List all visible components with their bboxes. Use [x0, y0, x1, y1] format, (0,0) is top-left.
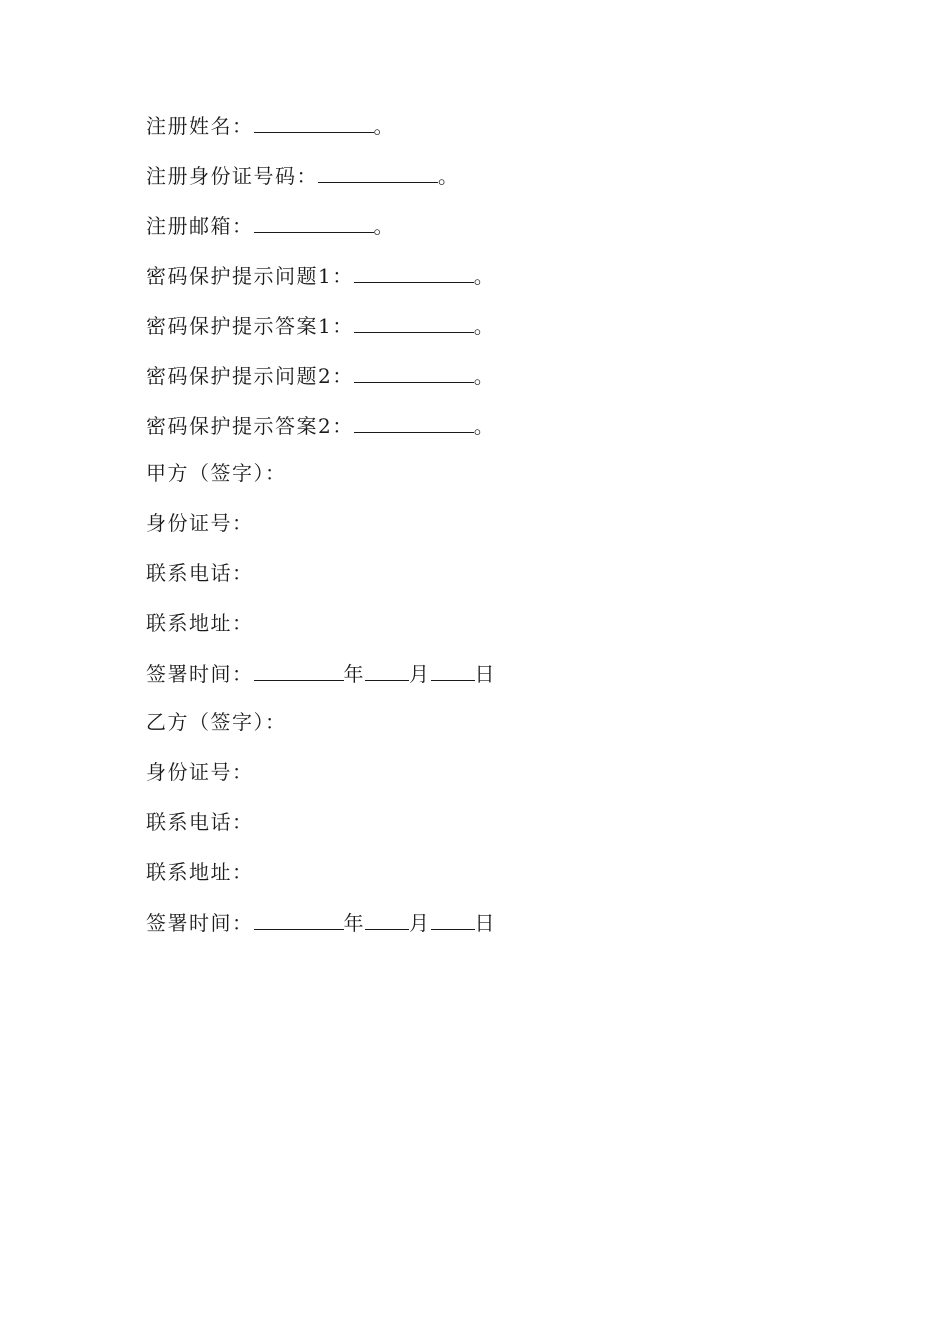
month-unit: 月: [409, 911, 431, 935]
party-a-id-line: [146, 508, 254, 538]
registered-name-blank[interactable]: [254, 110, 374, 133]
party-b-year-blank[interactable]: [254, 907, 344, 930]
party-b-address-label: 联系地址：: [146, 860, 254, 884]
registered-id-label: 注册身份证号码：: [146, 164, 318, 188]
party-b-phone-label: 联系电话：: [146, 810, 254, 834]
registered-email-line: [146, 210, 395, 240]
security-answer-2-line: [146, 410, 495, 440]
party-b-signature-line: [146, 707, 287, 737]
party-a-day-blank[interactable]: [431, 658, 475, 681]
security-answer-1-label: 密码保护提示答案1：: [146, 314, 354, 338]
period: 。: [473, 314, 496, 338]
registered-email-blank[interactable]: [254, 210, 374, 233]
registered-name-line: [146, 110, 395, 140]
period: 。: [438, 164, 460, 188]
party-a-title: 甲方（签字）：: [146, 461, 287, 485]
party-a-phone-line: [146, 558, 254, 588]
party-a-month-blank[interactable]: [365, 658, 409, 681]
party-b-month-blank[interactable]: [365, 907, 409, 930]
party-a-year-blank[interactable]: [254, 658, 344, 681]
security-answer-2-blank[interactable]: [354, 410, 474, 433]
period: 。: [473, 264, 496, 288]
year-unit: 年: [343, 911, 365, 935]
security-question-2-line: [146, 360, 495, 390]
year-unit: 年: [343, 662, 365, 686]
security-question-2-blank[interactable]: [354, 360, 474, 383]
security-answer-2-label: 密码保护提示答案2：: [146, 414, 354, 438]
party-b-id-label: 身份证号：: [146, 760, 254, 784]
security-answer-1-blank[interactable]: [354, 310, 474, 333]
registered-id-blank[interactable]: [318, 160, 438, 183]
period: 。: [473, 414, 496, 438]
day-unit: 日: [474, 911, 496, 935]
party-a-phone-label: 联系电话：: [146, 561, 254, 585]
registered-email-label: 注册邮箱：: [146, 214, 254, 238]
party-a-address-label: 联系地址：: [146, 611, 254, 635]
party-a-date-label: 签署时间：: [146, 662, 254, 686]
party-a-id-label: 身份证号：: [146, 511, 254, 535]
security-question-1-label: 密码保护提示问题1：: [146, 264, 354, 288]
registered-name-label: 注册姓名：: [146, 114, 254, 138]
party-b-date-line: [146, 907, 496, 937]
party-a-address-line: [146, 608, 254, 638]
party-b-date-label: 签署时间：: [146, 911, 254, 935]
security-question-1-blank[interactable]: [354, 260, 474, 283]
party-b-day-blank[interactable]: [431, 907, 475, 930]
day-unit: 日: [474, 662, 496, 686]
party-a-date-line: [146, 658, 496, 688]
period: 。: [373, 114, 395, 138]
month-unit: 月: [409, 662, 431, 686]
period: 。: [473, 364, 496, 388]
security-question-1-line: [146, 260, 495, 290]
security-answer-1-line: [146, 310, 495, 340]
party-b-phone-line: [146, 807, 254, 837]
party-b-title: 乙方（签字）：: [146, 710, 287, 734]
party-b-address-line: [146, 857, 254, 887]
period: 。: [373, 214, 395, 238]
registered-id-line: [146, 160, 460, 190]
party-b-id-line: [146, 757, 254, 787]
security-question-2-label: 密码保护提示问题2：: [146, 364, 354, 388]
party-a-signature-line: [146, 458, 287, 488]
